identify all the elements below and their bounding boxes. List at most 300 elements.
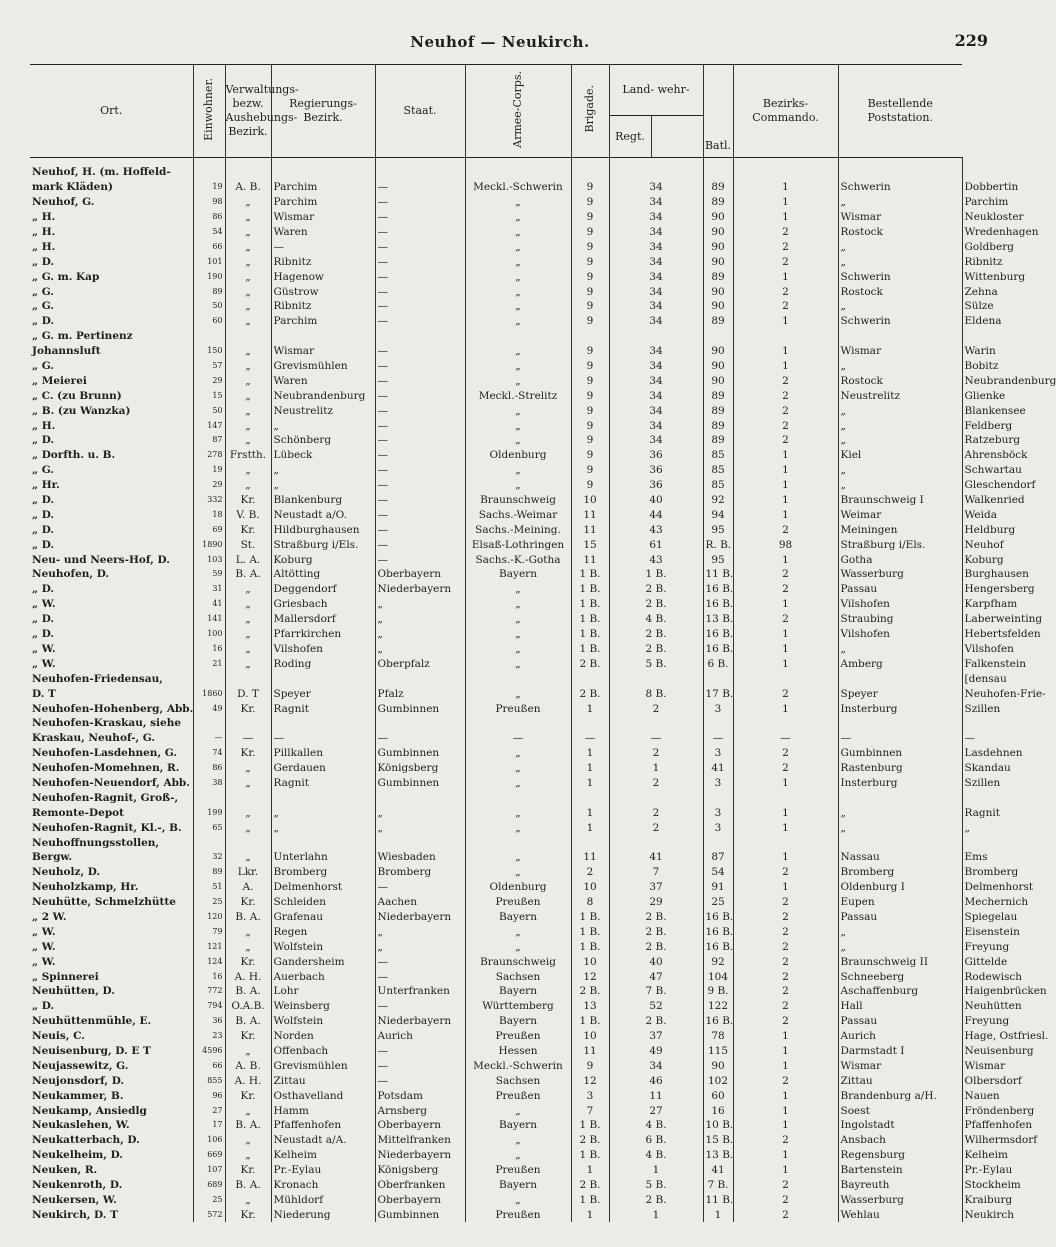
cell-brigade: 1 B.: [571, 1014, 609, 1029]
cell-regierung: „: [271, 463, 375, 478]
cell-ort: D. T: [30, 686, 193, 701]
cell-bezirks: Vilshofen: [838, 627, 962, 642]
cell-einwohner: 29: [193, 478, 225, 493]
cell-regierung: Pfaffenhofen: [271, 1118, 375, 1133]
cell-staat: —: [375, 1073, 465, 1088]
cell-batl: 2: [733, 939, 838, 954]
cell-bezirks: —: [838, 731, 962, 746]
cell-regt2: 115: [703, 1044, 733, 1059]
table-row: [30, 776, 992, 791]
cell-regierung: Pfarrkirchen: [271, 627, 375, 642]
cell-einwohner: 278: [193, 448, 225, 463]
table-row: [30, 910, 992, 925]
cell-einwohner: 89: [193, 865, 225, 880]
cell-regierung: „: [271, 805, 375, 820]
cell-einwohner: 60: [193, 314, 225, 329]
table-row: [30, 1088, 992, 1103]
cell-regt2: 95: [703, 552, 733, 567]
cell-ort: Neuhofen-Neuendorf, Abb.: [30, 776, 193, 791]
cell-regt2: 89: [703, 180, 733, 195]
cell-verwaltung: [225, 158, 271, 180]
cell-verwaltung: „: [225, 597, 271, 612]
table-row: [30, 254, 992, 269]
cell-staat: —: [375, 373, 465, 388]
cell-regierung: Griesbach: [271, 597, 375, 612]
cell-regt2: 41: [703, 761, 733, 776]
col-batl: Batl.: [703, 65, 733, 158]
cell-bestellende: Bromberg: [964, 866, 1019, 879]
cell-regt2: 95: [703, 522, 733, 537]
cell-bestellende: Vilshofen: [964, 642, 1014, 655]
cell-verwaltung: Lkr.: [225, 865, 271, 880]
cell-batl: 1: [733, 344, 838, 359]
cell-batl: 1: [733, 656, 838, 671]
cell-staat: Gumbinnen: [375, 1207, 465, 1222]
cell-regt: —: [609, 731, 703, 746]
cell-regt2: 85: [703, 448, 733, 463]
cell-batl: 1: [733, 850, 838, 865]
cell-einwohner: 74: [193, 746, 225, 761]
cell-batl: —: [733, 731, 838, 746]
cell-bestellende: Neukirch: [964, 1208, 1015, 1221]
cell-batl: 1: [733, 507, 838, 522]
cell-armee: „: [465, 344, 571, 359]
cell-regt: 61: [609, 537, 703, 552]
table-row: [30, 939, 992, 954]
cell-regt: 2 B.: [609, 597, 703, 612]
cell-batl: 1: [733, 820, 838, 835]
table-row: [30, 582, 992, 597]
cell-verwaltung: „: [225, 269, 271, 284]
cell-armee: „: [465, 299, 571, 314]
cell-regt: 2 B.: [609, 582, 703, 597]
cell-verwaltung: [225, 790, 271, 805]
cell-regt: 2 B.: [609, 1192, 703, 1207]
cell-verwaltung: „: [225, 776, 271, 791]
cell-verwaltung: B. A.: [225, 1178, 271, 1193]
cell-staat: Gumbinnen: [375, 776, 465, 791]
col-regt: Regt.: [609, 116, 651, 158]
cell-ort: Neuhofen-Ragnit, Kl.-, B.: [30, 820, 193, 835]
cell-regt2: [703, 835, 733, 850]
cell-regierung: Grevismühlen: [271, 359, 375, 374]
cell-brigade: [571, 671, 609, 686]
cell-batl: 2: [733, 746, 838, 761]
cell-batl: 2: [733, 612, 838, 627]
cell-ort: Neuhof, G.: [30, 195, 193, 210]
cell-bestellende: Szillen: [964, 776, 1001, 789]
cell-regt: 4 B.: [609, 1118, 703, 1133]
cell-batl: [733, 329, 838, 344]
cell-staat: Niederbayern: [375, 1014, 465, 1029]
cell-batl: 1: [733, 1058, 838, 1073]
cell-batl: 1: [733, 701, 838, 716]
cell-einwohner: 89: [193, 284, 225, 299]
table-row: [30, 1014, 992, 1029]
cell-batl: 2: [733, 522, 838, 537]
cell-armee: —: [465, 731, 571, 746]
cell-armee: „: [465, 403, 571, 418]
cell-einwohner: 66: [193, 239, 225, 254]
cell-bezirks: Gumbinnen: [838, 746, 962, 761]
cell-regt: 2 B.: [609, 1014, 703, 1029]
cell-batl: 2: [733, 761, 838, 776]
cell-ort: „ 2 W.: [30, 910, 193, 925]
cell-einwohner: 101: [193, 254, 225, 269]
cell-verwaltung: Kr.: [225, 1207, 271, 1222]
cell-einwohner: 25: [193, 1192, 225, 1207]
table-row: [30, 642, 992, 657]
cell-regierung: Norden: [271, 1029, 375, 1044]
cell-ort: „ Meierei: [30, 373, 193, 388]
cell-batl: 98: [733, 537, 838, 552]
cell-verwaltung: „: [225, 820, 271, 835]
cell-armee: Sachs.-Weimar: [465, 507, 571, 522]
cell-staat: [375, 790, 465, 805]
cell-regierung: „: [271, 478, 375, 493]
cell-staat: Gumbinnen: [375, 746, 465, 761]
cell-einwohner: 107: [193, 1163, 225, 1178]
cell-einwohner: 98: [193, 195, 225, 210]
cell-staat: Oberbayern: [375, 1192, 465, 1207]
cell-bestellende: Weida: [964, 508, 997, 521]
cell-bezirks: Passau: [838, 910, 962, 925]
cell-brigade: 1 B.: [571, 612, 609, 627]
cell-armee: „: [465, 210, 571, 225]
cell-verwaltung: B. A.: [225, 1118, 271, 1133]
table-row: [30, 671, 992, 686]
cell-bezirks: Eupen: [838, 895, 962, 910]
cell-bestellende: Kraiburg: [964, 1193, 1013, 1206]
cell-regt: 1: [609, 761, 703, 776]
table-row: [30, 403, 992, 418]
cell-regt2: 102: [703, 1073, 733, 1088]
cell-armee: Preußen: [465, 1163, 571, 1178]
cell-regt2: 90: [703, 225, 733, 240]
cell-batl: 1: [733, 195, 838, 210]
cell-armee: „: [465, 761, 571, 776]
cell-einwohner: 141: [193, 612, 225, 627]
cell-bezirks: „: [838, 254, 962, 269]
col-regierung: Regierungs- Bezirk.: [271, 65, 375, 158]
cell-regierung: Parchim: [271, 195, 375, 210]
cell-bestellende: Feldberg: [964, 419, 1013, 432]
cell-bezirks: Wismar: [838, 344, 962, 359]
cell-einwohner: 31: [193, 582, 225, 597]
cell-bezirks: „: [838, 418, 962, 433]
table-row: [30, 284, 992, 299]
cell-bestellende: [962, 835, 992, 850]
cell-brigade: 1: [571, 820, 609, 835]
cell-batl: 1: [733, 805, 838, 820]
cell-einwohner: —: [193, 731, 225, 746]
cell-armee: Oldenburg: [465, 880, 571, 895]
cell-regt2: 3: [703, 701, 733, 716]
cell-regt2: 90: [703, 373, 733, 388]
cell-brigade: 11: [571, 507, 609, 522]
cell-brigade: 1 B.: [571, 642, 609, 657]
cell-regt: 4 B.: [609, 612, 703, 627]
cell-bestellende: Heldburg: [964, 523, 1016, 536]
cell-bestellende: [962, 158, 992, 180]
cell-armee: Preußen: [465, 895, 571, 910]
cell-ort: Neuhüttenmühle, E.: [30, 1014, 193, 1029]
cell-bestellende: Parchim: [964, 196, 1009, 209]
cell-einwohner: 51: [193, 880, 225, 895]
cell-verwaltung: A. H.: [225, 969, 271, 984]
cell-einwohner: 25: [193, 895, 225, 910]
cell-regt2: 90: [703, 210, 733, 225]
cell-brigade: 1 B.: [571, 582, 609, 597]
cell-regt: 41: [609, 850, 703, 865]
cell-armee: „: [465, 776, 571, 791]
cell-armee: „: [465, 433, 571, 448]
cell-staat: —: [375, 552, 465, 567]
cell-ort: Neuhofen-Kraskau, siehe: [30, 716, 193, 731]
cell-batl: 2: [733, 895, 838, 910]
cell-bestellende: Ratzeburg: [964, 434, 1021, 447]
cell-regt2: 25: [703, 895, 733, 910]
cell-ort: „ W.: [30, 656, 193, 671]
cell-regierung: [271, 790, 375, 805]
cell-ort: Neuhütten, D.: [30, 984, 193, 999]
cell-verwaltung: B. A.: [225, 984, 271, 999]
cell-brigade: [571, 790, 609, 805]
cell-verwaltung: A. B.: [225, 1058, 271, 1073]
cell-bestellende: [962, 790, 992, 805]
gazetteer-table: [30, 64, 1056, 1222]
cell-verwaltung: „: [225, 850, 271, 865]
cell-brigade: 11: [571, 850, 609, 865]
table-row: [30, 731, 992, 746]
cell-regierung: Hagenow: [271, 269, 375, 284]
cell-einwohner: 86: [193, 210, 225, 225]
cell-brigade: 1 B.: [571, 1148, 609, 1163]
col-bestellende: Bestellende Poststation.: [838, 65, 962, 158]
cell-armee: „: [465, 656, 571, 671]
cell-bestellende: Freyung: [964, 1015, 1010, 1028]
cell-bezirks: „: [838, 939, 962, 954]
cell-batl: [733, 671, 838, 686]
cell-staat: Aachen: [375, 895, 465, 910]
cell-batl: 1: [733, 210, 838, 225]
table-row: [30, 359, 992, 374]
cell-staat: Bromberg: [375, 865, 465, 880]
cell-regierung: Vilshofen: [271, 642, 375, 657]
cell-verwaltung: „: [225, 761, 271, 776]
cell-ort: „ W.: [30, 642, 193, 657]
cell-brigade: 9: [571, 344, 609, 359]
cell-bezirks: Zittau: [838, 1073, 962, 1088]
cell-staat: —: [375, 880, 465, 895]
cell-regierung: Regen: [271, 924, 375, 939]
cell-staat: —: [375, 969, 465, 984]
cell-staat: Arnsberg: [375, 1103, 465, 1118]
cell-staat: —: [375, 478, 465, 493]
cell-brigade: 9: [571, 314, 609, 329]
cell-verwaltung: „: [225, 403, 271, 418]
page-title: Neuhof — Neukirch.: [410, 33, 590, 51]
cell-regt: 6 B.: [609, 1133, 703, 1148]
cell-ort: „ Spinnerei: [30, 969, 193, 984]
cell-regt2: 16 B.: [703, 939, 733, 954]
cell-brigade: 15: [571, 537, 609, 552]
cell-staat: „: [375, 924, 465, 939]
table-row: [30, 567, 992, 582]
table-row: [30, 716, 992, 731]
cell-brigade: 8: [571, 895, 609, 910]
cell-regt2: 16 B.: [703, 627, 733, 642]
table-row: [30, 880, 992, 895]
cell-regt2: 90: [703, 299, 733, 314]
cell-regierung: Ragnit: [271, 701, 375, 716]
cell-ort: „ D.: [30, 999, 193, 1014]
cell-batl: [733, 835, 838, 850]
cell-einwohner: [193, 716, 225, 731]
cell-bestellende: Ribnitz: [964, 255, 1003, 268]
cell-armee: Meckl.-Schwerin: [465, 180, 571, 195]
cell-ort: Johannsluft: [30, 344, 193, 359]
cell-staat: „: [375, 597, 465, 612]
cell-bezirks: Vilshofen: [838, 597, 962, 612]
cell-regierung: Pr.-Eylau: [271, 1163, 375, 1178]
cell-bestellende: Skandau: [964, 762, 1011, 775]
cell-regt2: R. B.: [703, 537, 733, 552]
cell-ort: Neukammer, B.: [30, 1088, 193, 1103]
cell-regt2: 16 B.: [703, 924, 733, 939]
cell-verwaltung: „: [225, 388, 271, 403]
cell-batl: 1: [733, 448, 838, 463]
cell-bestellende: Eldena: [964, 315, 1002, 328]
cell-armee: Oldenburg: [465, 448, 571, 463]
cell-bestellende: Ragnit: [964, 806, 1000, 819]
table-row: [30, 373, 992, 388]
cell-verwaltung: B. A.: [225, 567, 271, 582]
cell-armee: „: [465, 239, 571, 254]
table-row: [30, 790, 992, 805]
cell-ort: „ G. m. Kap: [30, 269, 193, 284]
cell-regierung: Altötting: [271, 567, 375, 582]
cell-brigade: 9: [571, 299, 609, 314]
cell-regt: 2 B.: [609, 910, 703, 925]
cell-regierung: Bromberg: [271, 865, 375, 880]
cell-brigade: 11: [571, 522, 609, 537]
cell-verwaltung: „: [225, 463, 271, 478]
cell-einwohner: 689: [193, 1178, 225, 1193]
cell-armee: „: [465, 1148, 571, 1163]
table-row: [30, 746, 992, 761]
cell-brigade: 1 B.: [571, 1192, 609, 1207]
cell-bezirks: Bartenstein: [838, 1163, 962, 1178]
cell-staat: —: [375, 448, 465, 463]
table-row: [30, 850, 992, 865]
cell-ort: „ H.: [30, 418, 193, 433]
cell-verwaltung: „: [225, 805, 271, 820]
cell-regierung: Speyer: [271, 686, 375, 701]
cell-bezirks: [838, 716, 962, 731]
cell-regt2: 91: [703, 880, 733, 895]
cell-bezirks: Wismar: [838, 1058, 962, 1073]
cell-regierung: Wolfstein: [271, 1014, 375, 1029]
cell-regierung: Zittau: [271, 1073, 375, 1088]
cell-armee: „: [465, 478, 571, 493]
cell-staat: Oberbayern: [375, 567, 465, 582]
cell-bestellende: Olbersdorf: [964, 1074, 1022, 1087]
cell-regt: 43: [609, 552, 703, 567]
cell-staat: —: [375, 507, 465, 522]
cell-bestellende: Mechernich: [964, 896, 1029, 909]
cell-einwohner: 190: [193, 269, 225, 284]
cell-regierung: Waren: [271, 225, 375, 240]
cell-regt2: 9 B.: [703, 984, 733, 999]
cell-staat: „: [375, 627, 465, 642]
cell-batl: 1: [733, 314, 838, 329]
cell-bezirks: Schwerin: [838, 314, 962, 329]
cell-regierung: Lohr: [271, 984, 375, 999]
cell-batl: 2: [733, 418, 838, 433]
cell-bestellende: [densau: [964, 672, 1007, 685]
table-row: [30, 835, 992, 850]
cell-bezirks: [838, 329, 962, 344]
cell-brigade: 1: [571, 761, 609, 776]
cell-verwaltung: „: [225, 418, 271, 433]
cell-verwaltung: „: [225, 1133, 271, 1148]
cell-regt: 2 B.: [609, 939, 703, 954]
cell-staat: „: [375, 642, 465, 657]
cell-bestellende: Eisenstein: [964, 925, 1020, 938]
cell-regierung: Kelheim: [271, 1148, 375, 1163]
cell-brigade: 1: [571, 746, 609, 761]
cell-ort: Neuhütte, Schmelzhütte: [30, 895, 193, 910]
col-brigade: Brigade.: [571, 65, 609, 158]
cell-einwohner: 59: [193, 567, 225, 582]
cell-brigade: 11: [571, 552, 609, 567]
table-row: [30, 388, 992, 403]
cell-bezirks: Schneeberg: [838, 969, 962, 984]
cell-einwohner: 57: [193, 359, 225, 374]
cell-bezirks: Insterburg: [838, 776, 962, 791]
cell-regierung: Deggendorf: [271, 582, 375, 597]
cell-staat: —: [375, 388, 465, 403]
cell-ort: „ W.: [30, 954, 193, 969]
cell-regt: 1: [609, 1207, 703, 1222]
cell-bezirks: [838, 835, 962, 850]
cell-armee: „: [465, 582, 571, 597]
cell-ort: „ G.: [30, 463, 193, 478]
cell-ort: Neuhofen-Momehnen, R.: [30, 761, 193, 776]
cell-brigade: 9: [571, 373, 609, 388]
cell-regt2: 92: [703, 493, 733, 508]
cell-staat: [375, 671, 465, 686]
cell-regt2: 13 B.: [703, 1148, 733, 1163]
cell-armee: „: [465, 686, 571, 701]
cell-einwohner: 66: [193, 1058, 225, 1073]
cell-regierung: Lübeck: [271, 448, 375, 463]
table-row: [30, 552, 992, 567]
cell-bezirks: Gotha: [838, 552, 962, 567]
cell-regt: 34: [609, 314, 703, 329]
cell-einwohner: 1860: [193, 686, 225, 701]
cell-armee: „: [465, 746, 571, 761]
cell-batl: 2: [733, 373, 838, 388]
cell-bestellende: Ahrensböck: [964, 449, 1028, 462]
cell-regt2: 90: [703, 359, 733, 374]
cell-verwaltung: „: [225, 612, 271, 627]
table-row: [30, 463, 992, 478]
cell-staat: —: [375, 522, 465, 537]
cell-regierung: Osthavelland: [271, 1088, 375, 1103]
cell-bezirks: „: [838, 239, 962, 254]
